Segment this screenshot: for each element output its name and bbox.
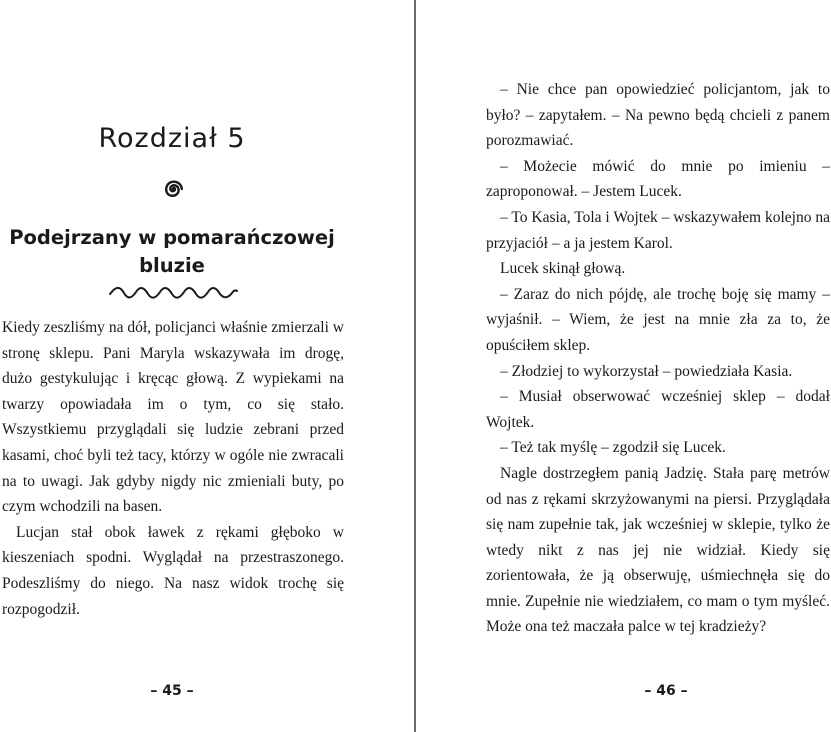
page-number: – 45 – xyxy=(150,683,194,699)
left-page xyxy=(0,0,414,732)
right-page xyxy=(416,0,831,732)
paragraph: – Możecie mówić do mnie po imieniu – zaproponował. – Jestem Lucek. xyxy=(486,157,830,201)
left-page-body xyxy=(2,315,344,622)
paragraph: – Zaraz do nich pójdę, ale trochę boję się mamy – wyjaśnił. – Wiem, że jest na mnie zła za to, że opuściłem sklep. xyxy=(486,285,830,354)
spiral-icon xyxy=(159,175,187,203)
paragraph: – Nie chce pan opowiedzieć policjantom, jak to było? – zapytałem. – Na pewno będą chcieli z panem porozmawiać. xyxy=(486,81,830,150)
paragraph: – Też tak myślę – zgodził się Lucek. xyxy=(500,439,726,457)
paragraph: Lucjan stał obok ławek z rękami głęboko w kieszeniach spodni. Wyglądał na przestraszonego. Podeszliśmy do niego. Na nasz widok trochę się rozpogodził. xyxy=(2,523,344,618)
chapter-subtitle-line2: bluzie xyxy=(139,254,205,277)
paragraph: – Złodziej to wykorzystał – powiedziała Kasia. xyxy=(500,362,793,380)
page-number: – 46 – xyxy=(644,683,688,699)
paragraph: – To Kasia, Tola i Wojtek – wskazywałem kolejno na przyjaciół – a ja jestem Karol. xyxy=(486,208,830,252)
chapter-subtitle-line1: Podejrzany w pomarańczowej xyxy=(9,226,335,249)
paragraph: Lucek skinął głową. xyxy=(500,260,626,278)
paragraph: Nagle dostrzegłem panią Jadzię. Stała parę metrów od nas z rękami skrzyżowanymi na piersi. Przyglądała się nam zupełnie tak, jak wcześniej w sklepie, tylko że wtedy nikt z nas jej nie widział. Kiedy się zorientowała, że ją obserwuję, uśmiechnęła się do mnie. Zupełnie nie wiedziałem, co mam o tym myśleć. Może ona też maczała palce w tej kradzieży? xyxy=(486,464,830,636)
right-page-body xyxy=(486,77,830,640)
chapter-title: Rozdział 5 xyxy=(98,123,246,154)
squiggle-icon xyxy=(108,284,238,302)
paragraph: – Musiał obserwować wcześniej sklep – dodał Wojtek. xyxy=(486,388,830,431)
chapter-subtitle xyxy=(0,224,344,280)
paragraph: Kiedy zeszliśmy na dół, policjanci właśnie zmierzali w stronę sklepu. Pani Maryla wskazywała im drogę, dużo gestykulując i kręcąc głową. Z wypiekami na twarzy opowiadała im o tym, co się stało. Wszystkiemu przyglądali się ludzie zebrani przed kasami, choć byli też tacy, którzy w ogóle nie zwracali na to uwagi. Jak gdyby nigdy nic zmieniali buty, po czym wchodzili na basen. xyxy=(2,319,344,516)
